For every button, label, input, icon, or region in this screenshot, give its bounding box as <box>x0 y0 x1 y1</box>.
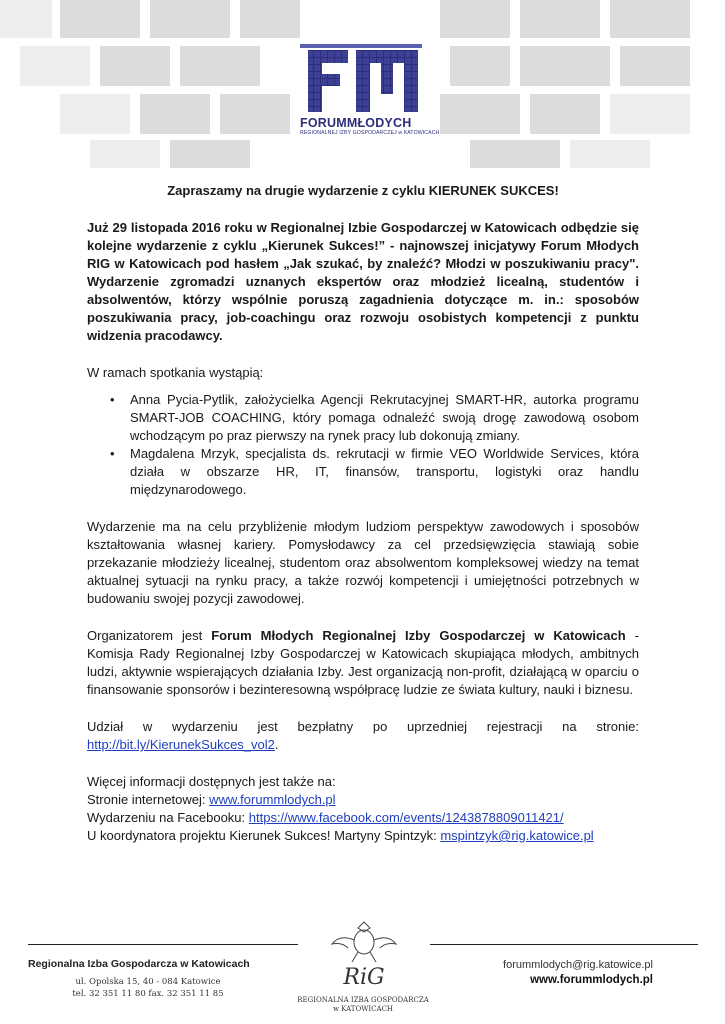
speakers-intro: W ramach spotkania wystąpią: <box>87 365 264 380</box>
bullet-icon: • <box>110 446 115 461</box>
facebook-link[interactable]: https://www.facebook.com/events/1243878809011421/ <box>248 810 564 825</box>
footer-website[interactable]: www.forummlodych.pl <box>530 974 653 986</box>
emblem-caption <box>280 996 446 1014</box>
brand-subtitle: REGIONALNEJ IZBY GOSPODARCZEJ w KATOWICACH <box>300 130 440 136</box>
footer-org-name: Regionalna Izba Gospodarcza w Katowicach <box>28 958 250 970</box>
coordinator-label: U koordynatora projektu Kierunek Sukces! Martyny Spintzyk: <box>87 828 441 843</box>
organizer-prefix: Organizatorem jest <box>87 628 212 643</box>
emblem-caption-line2: w KATOWICACH <box>332 1005 394 1013</box>
info-coordinator-line <box>87 827 639 845</box>
registration-end: . <box>274 737 279 752</box>
coordinator-email-link[interactable]: mspintzyk@rig.katowice.pl <box>440 828 594 843</box>
info-facebook-line <box>87 809 639 827</box>
registration-link[interactable]: http://bit.ly/KierunekSukces_vol2 <box>87 737 275 752</box>
website-label: Stronie internetowej: <box>87 792 210 807</box>
emblem-initials: RiG <box>343 965 385 990</box>
registration-paragraph <box>87 718 639 754</box>
footer-contact <box>28 958 268 1000</box>
emblem-caption-line1: REGIONALNA IZBA GOSPODARCZA <box>297 996 429 1004</box>
footer-divider-left <box>28 944 298 945</box>
registration-text: Udział w wydarzeniu jest bezpłatny po uprzedniej rejestracji na stronie: <box>87 719 639 734</box>
footer-divider-right <box>430 944 698 945</box>
article-lead: Już 29 listopada 2016 roku w Regionalnej Izbie Gospodarczej w Katowicach odbędzie się kolejne wydarzenie z cyklu „Kierunek Sukces!” - najnowszej inicjatywy Forum Młodych RIG w Katowicach pod hasłem „Jak szukać, by znaleźć? Młodzi w poszukiwaniu pracy". Wydarzenie zgromadzi uznanych ekspertów oraz młodzież licealną, studentów i absolwentów, którzy wspólnie poruszą zagadnienia dotyczące m. in.: sposobów poszukiwania pracy, job-coachingu oraz rozwoju osobistych kompetencji z punktu widzenia pracodawcy. <box>87 220 639 343</box>
footer-email[interactable]: forummlodych@rig.katowice.pl <box>503 959 653 971</box>
organizer-paragraph <box>87 627 639 699</box>
footer-phone: tel. 32 351 11 80 fax. 32 351 11 85 <box>72 989 224 999</box>
article-title: Zapraszamy na drugie wydarzenie z cyklu KIERUNEK SUKCES! <box>167 183 559 198</box>
info-website-line <box>87 791 639 809</box>
brand-name: FORUMMŁODYCH <box>300 116 412 130</box>
footer-address-block <box>28 976 268 1000</box>
rig-emblem-icon <box>318 918 410 996</box>
more-info <box>87 773 639 845</box>
bullet-icon: • <box>110 392 115 407</box>
speakers-list <box>87 391 639 499</box>
footer-address: ul. Opolska 15, 40 - 084 Katowice <box>75 977 221 987</box>
event-aim: Wydarzenie ma na celu przybliżenie młodym ludziom perspektyw zawodowych i sposobów kształtowania własnej kariery. Pomysłodawcy za cel przedsięwzięcia stawiają sobie przekazanie młodzieży licealnej, studentom oraz absolwentom kompleksowej wiedzy na temat aktualnej sytuacji na rynku pracy, a także rozwój kompetencji i umiejętności potrzebnych w budowaniu swojej pozycji zawodowej. <box>87 519 639 606</box>
speaker-text: Anna Pycia-Pytlik, założycielka Agencji Rekrutacyjnej SMART-HR, autorka programu SMART-JOB COACHING, który pomaga odnaleźć swoją drogę zawodową osobom wchodzącym po praz pierwszy na rynek pracy lub dokonują zmiany. <box>130 392 639 443</box>
footer-web-contact <box>503 959 653 986</box>
speaker-text: Magdalena Mrzyk, specjalista ds. rekrutacji w firmie VEO Worldwide Services, która działa w obszarze HR, IT, finansów, transportu, logistyki oraz handlu międzynarodowego. <box>130 446 639 497</box>
facebook-label: Wydarzeniu na Facebooku: <box>87 810 249 825</box>
list-item <box>87 445 639 499</box>
organizer-description: - Komisja Rady Regionalnej Izby Gospodarczej w Katowicach skupiająca młodych, ambitnych ludzi, aktywnie wspierających działania Izby. Jest organizacją non-profit, działającą w oparciu o finansowanie sponsorów i bezinteresowną współpracę ludzie ze świata kultury, nauki i biznesu. <box>87 628 639 697</box>
article-body <box>87 182 639 845</box>
list-item <box>87 391 639 445</box>
info-intro: Więcej informacji dostępnych jest także na: <box>87 774 336 789</box>
website-link[interactable]: www.forummlodych.pl <box>209 792 336 807</box>
organizer-name: Forum Młodych Regionalnej Izby Gospodarczej w Katowicach <box>211 628 626 643</box>
